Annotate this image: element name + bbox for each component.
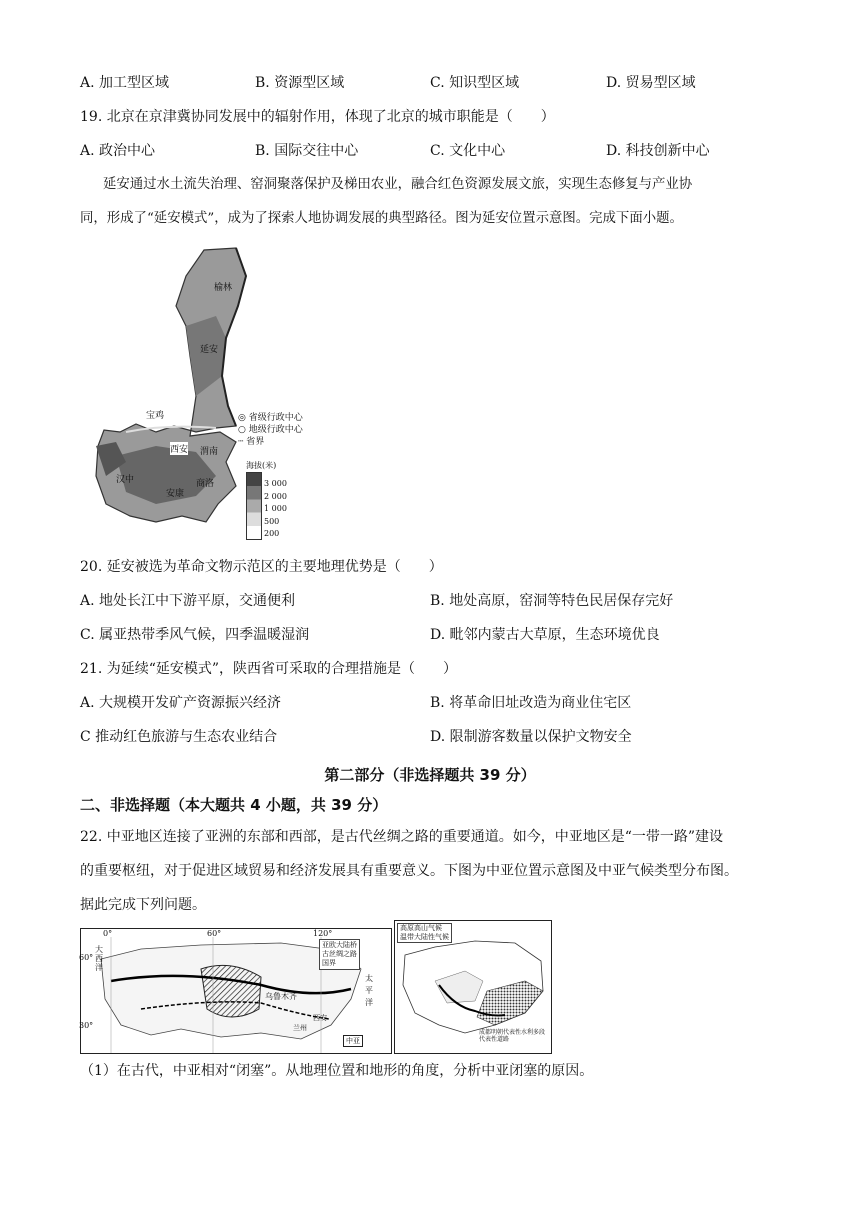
map2-legend [319, 939, 360, 970]
prefecture-center-icon: ○ [238, 425, 246, 435]
elevation-tick: 1 000 [264, 504, 287, 513]
map-label-hanzhong: 汉中 [116, 475, 135, 485]
lat-label-60: 60° [79, 953, 94, 962]
elevation-tick: 500 [264, 516, 280, 526]
legend-province-border: ┄ 省界 [238, 437, 265, 447]
province-border-icon: ┄ [238, 437, 244, 447]
q18-options [80, 72, 800, 94]
label-xian: 西安 [313, 1014, 327, 1022]
q21-option-d: D. 限制游客数量以保护文物安全 [430, 729, 632, 745]
passage-line-2: 同，形成了“延安模式”，成为了探索人地协调发展的典型路径。图为延安位置示意图。完成下面小题。 [80, 211, 683, 226]
lon-label-60: 60° [207, 929, 222, 938]
q18-option-c: C. 知识型区域 [430, 75, 520, 91]
q22-line-3: 据此完成下列问题。 [80, 897, 206, 913]
map-label-xian: 西安 [170, 442, 188, 455]
q21-option-b: B. 将革命旧址改造为商业住宅区 [430, 695, 632, 711]
section2-title: 二、非选择题（本大题共 4 小题，共 39 分） [80, 796, 388, 814]
central-asia-region [201, 965, 261, 1017]
map-label-yanan: 延安 [200, 345, 219, 355]
q20-option-a: A. 地处长江中下游平原，交通便利 [80, 593, 296, 609]
q20-stem: 20. 延安被选为革命文物示范区的主要地理优势是（ ） [80, 559, 443, 575]
legend-temperate-continental: 温带大陆性气候 [400, 933, 449, 941]
label-urumqi: 乌鲁木齐 [265, 992, 297, 1001]
q18-option-d: D. 贸易型区域 [606, 75, 696, 91]
shaanxi-map-svg [86, 246, 326, 542]
q19-option-b: B. 国际交往中心 [255, 143, 359, 159]
q20-option-b: B. 地处高原，窑洞等特色民居保存完好 [430, 593, 674, 609]
elevation-scale-bar [246, 472, 262, 540]
label-atlantic: 大西洋 [95, 945, 103, 972]
yanan-location-map [86, 246, 326, 542]
elevation-tick: 200 [264, 529, 280, 538]
legend-land-bridge: 亚欧大陆桥 [322, 941, 357, 949]
q18-option-a: A. 加工型区域 [80, 75, 170, 91]
q22-sub1: （1）在古代，中亚相对“闭塞”。从地理位置和地形的角度，分析中亚闭塞的原因。 [80, 1063, 594, 1079]
q20-options-2 [80, 624, 800, 646]
q20-options-1 [80, 590, 800, 612]
passage-line-1: 延安通过水土流失治理、窑洞聚落保护及梯田农业，融合红色资源发展文旅，实现生态修复与产业协 [103, 177, 693, 192]
central-asia-climate-map [394, 920, 552, 1054]
legend-national-border: 国界 [322, 959, 336, 967]
q22-line-2: 的重要枢纽，对于促进区域贸易和经济发展具有重要意义。下图为中亚位置示意图及中亚气候类型分布图。 [80, 863, 738, 879]
q20-option-c: C. 属亚热带季风气候，四季温暖湿润 [80, 627, 310, 643]
map3-note: 成都明朝代表性水利多段代表性道路 [479, 1029, 546, 1043]
q19-option-a: A. 政治中心 [80, 143, 156, 159]
elevation-tick: 3 000 [264, 479, 287, 488]
q21-option-c: C 推动红色旅游与生态农业结合 [80, 729, 278, 745]
map-label-ankang: 安康 [166, 489, 185, 499]
elevation-title: 海拔(米) [246, 461, 277, 470]
lon-label-0: 0° [103, 929, 113, 938]
legend-central-asia: 中亚 [343, 1035, 363, 1047]
q21-stem: 21. 为延续“延安模式”，陕西省可采取的合理措施是（ ） [80, 661, 458, 677]
map-label-baoji: 宝鸡 [146, 411, 165, 421]
legend-silk-road: 古丝绸之路 [322, 950, 357, 958]
map1-legend [238, 412, 303, 448]
map-label-shangluo: 商洛 [196, 479, 215, 489]
q19-options [80, 140, 800, 162]
q21-options-1 [80, 692, 800, 714]
q18-option-b: B. 资源型区域 [255, 75, 345, 91]
central-asia-location-map [80, 928, 392, 1054]
q19-option-d: D. 科技创新中心 [606, 143, 710, 159]
legend-highland-climate: 高原高山气候 [400, 924, 442, 932]
q21-option-a: A. 大规模开发矿产资源振兴经济 [80, 695, 282, 711]
elevation-ticks [264, 478, 287, 541]
legend-prefecture-center: ○ 地级行政中心 [238, 425, 303, 435]
label-lanzhou: 兰州 [293, 1024, 307, 1032]
lon-label-120: 120° [313, 929, 333, 938]
map3-legend [397, 923, 452, 943]
provincial-capital-icon: ◎ [238, 413, 246, 423]
elevation-tick: 2 000 [264, 491, 287, 501]
part2-title: 第二部分（非选择题共 39 分） [324, 766, 536, 784]
q22-line-1: 22. 中亚地区连接了亚洲的东部和西部，是古代丝绸之路的重要通道。如今，中亚地区是“一带一路”建设 [80, 829, 724, 845]
map-label-weinan: 渭南 [200, 447, 219, 457]
legend-provincial-capital: ◎ 省级行政中心 [238, 413, 303, 423]
q19-option-c: C. 文化中心 [430, 143, 506, 159]
map-label-yulin: 榆林 [214, 283, 233, 293]
q21-options-2 [80, 726, 800, 748]
q20-option-d: D. 毗邻内蒙古大草原，生态环境优良 [430, 627, 660, 643]
q19-stem: 19. 北京在京津冀协同发展中的辐射作用，体现了北京的城市职能是（ ） [80, 109, 555, 125]
label-pacific: 太平洋 [365, 974, 373, 1007]
lat-label-30: 30° [79, 1021, 94, 1030]
